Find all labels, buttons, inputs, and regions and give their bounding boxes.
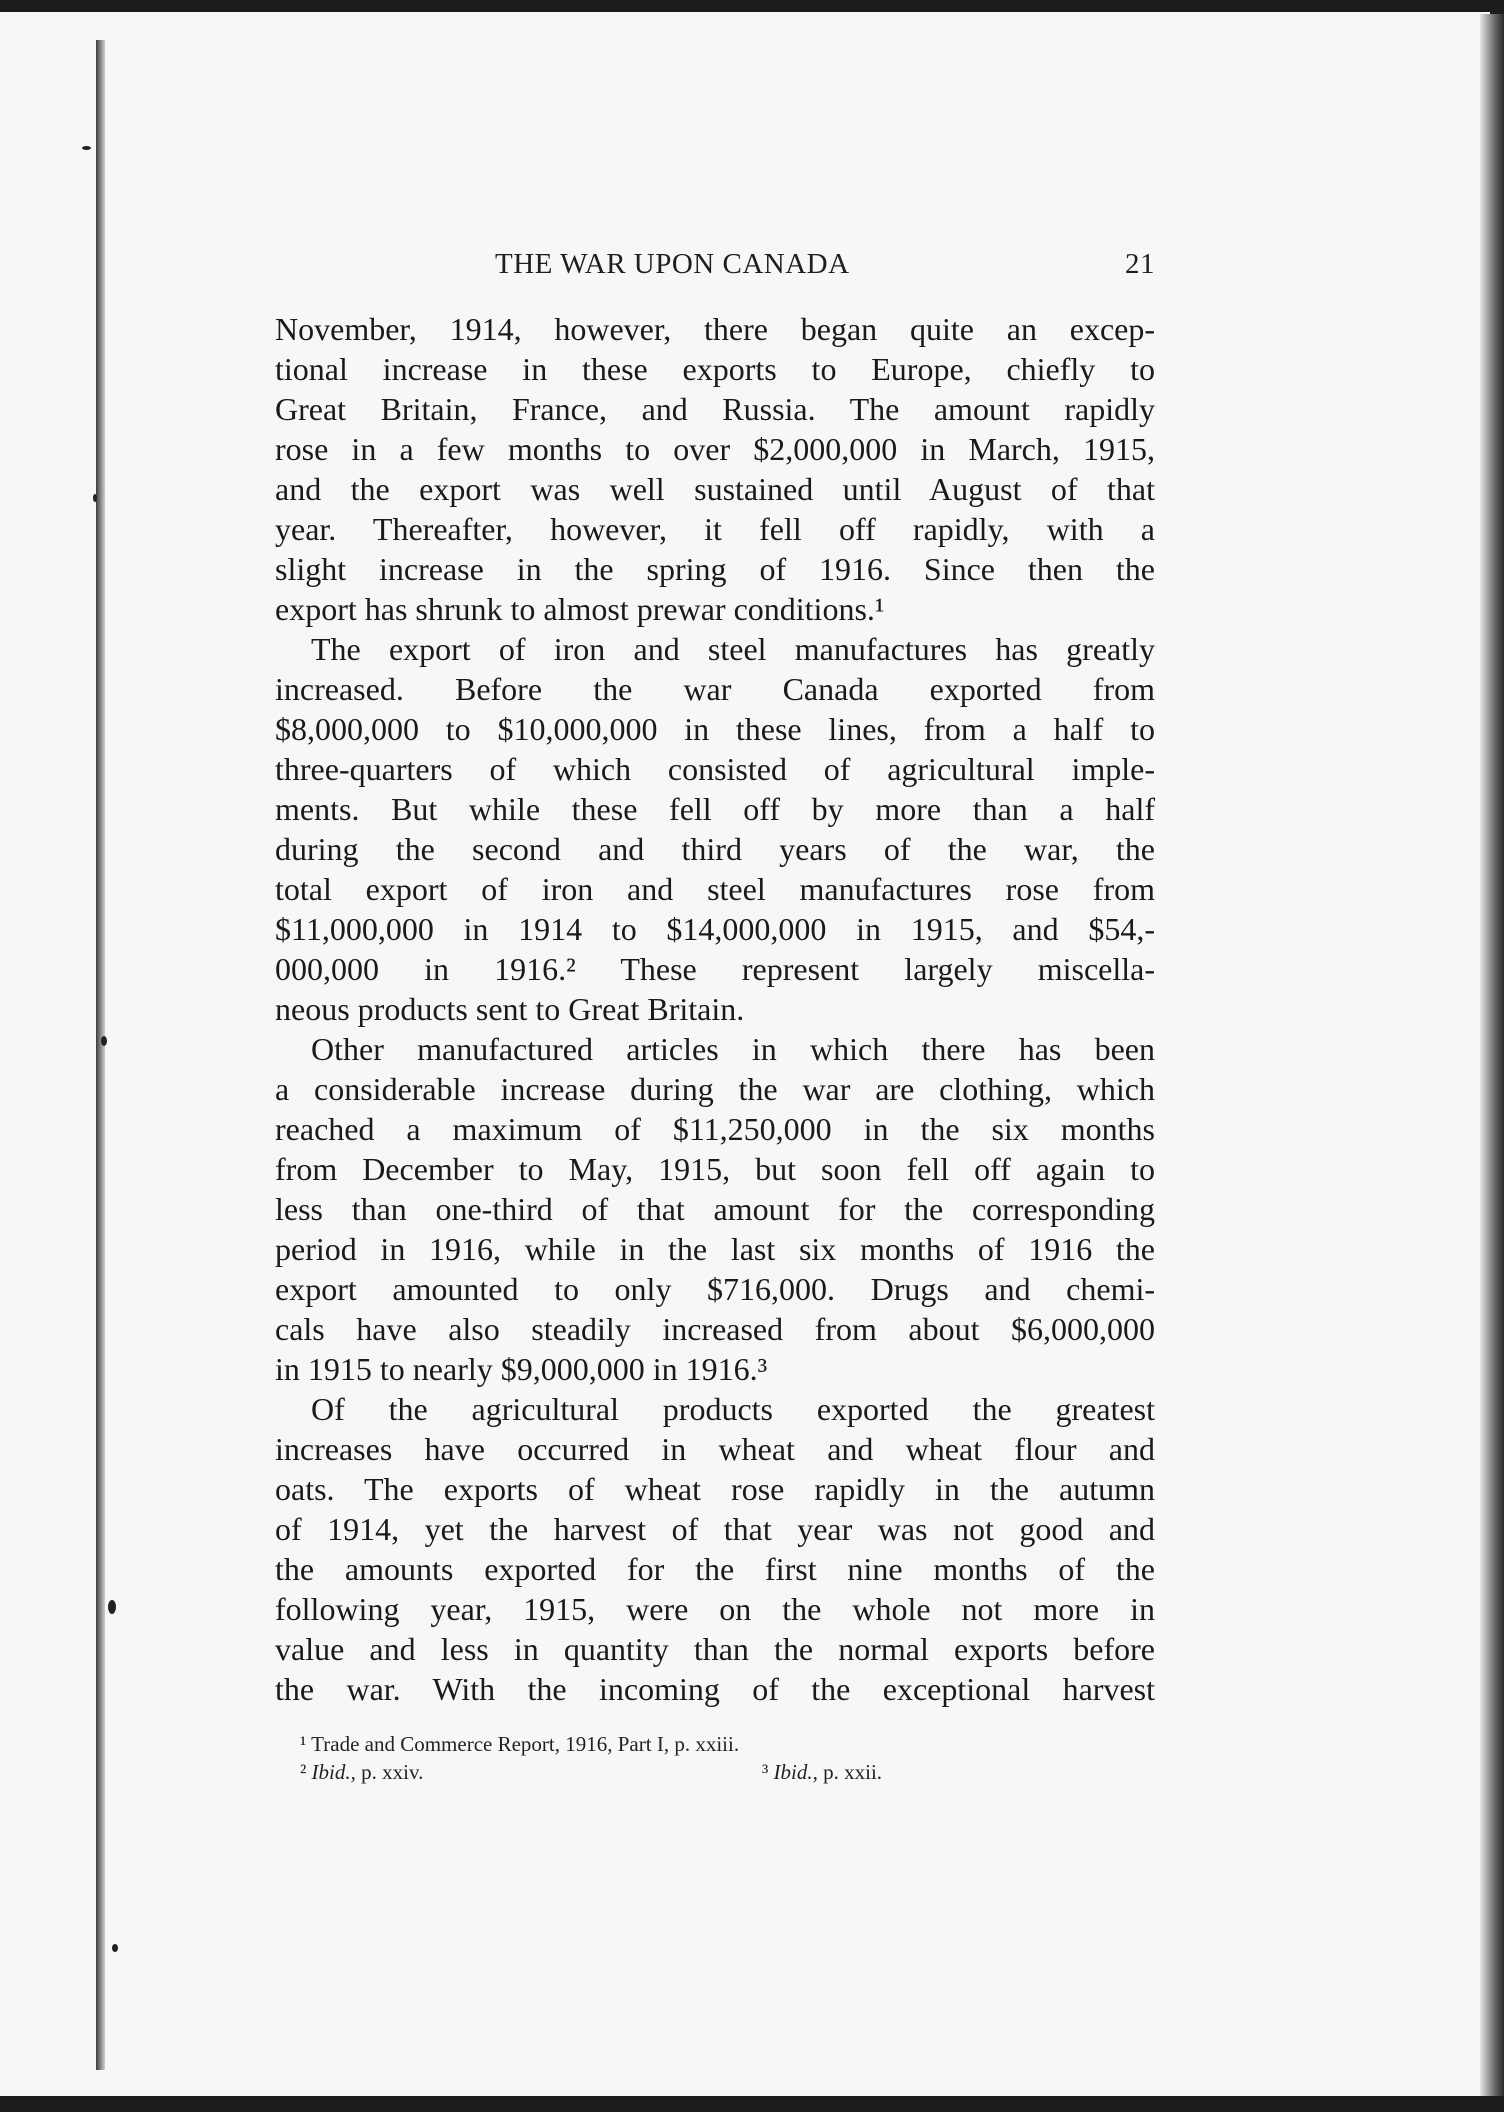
page-edge-shadow: [1480, 14, 1504, 2104]
text-line: year. Thereafter, however, it fell off rapidly, with a: [275, 511, 1155, 547]
text-line: value and less in quantity than the normal exports before: [275, 1631, 1155, 1667]
text-line: and the export was well sustained until August of that: [275, 471, 1155, 507]
page-header: [275, 248, 1155, 288]
footnote-3: [762, 1758, 882, 1786]
text-line: neous products sent to Great Britain.: [275, 991, 745, 1027]
text-line: of 1914, yet the harvest of that year was not good and: [275, 1511, 1155, 1547]
text-line: Great Britain, France, and Russia. The amount rapidly: [275, 391, 1155, 427]
text-line: ments. But while these fell off by more than a half: [275, 791, 1155, 827]
text-line: less than one-third of that amount for the corresponding: [275, 1191, 1155, 1227]
text-line: export has shrunk to almost prewar conditions.¹: [275, 591, 885, 627]
text-line: rose in a few months to over $2,000,000 in March, 1915,: [275, 431, 1155, 467]
book-spine-shadow: [96, 40, 105, 2070]
text-line: period in 1916, while in the last six months of 1916 the: [275, 1231, 1155, 1267]
text-line: November, 1914, however, there began quite an excep-: [275, 311, 1155, 347]
footnote-1: [300, 1730, 960, 1758]
text-line: The export of iron and steel manufactures has greatly: [311, 631, 1155, 667]
text-line: $8,000,000 to $10,000,000 in these lines, from a half to: [275, 711, 1155, 747]
text-line: $11,000,000 in 1914 to $14,000,000 in 1915, and $54,-: [275, 911, 1155, 947]
running-head: THE WAR UPON CANADA: [495, 248, 850, 280]
scan-border-bottom: [0, 2096, 1504, 2112]
text-line: following year, 1915, were on the whole not more in: [275, 1591, 1155, 1627]
text-line: a considerable increase during the war are clothing, which: [275, 1071, 1155, 1107]
text-line: Other manufactured articles in which there has been: [311, 1031, 1155, 1067]
text-line: three-quarters of which consisted of agricultural imple-: [275, 751, 1155, 787]
footnote-text: p. xxiv.: [361, 1760, 424, 1784]
text-line: Of the agricultural products exported the greatest: [311, 1391, 1155, 1427]
text-line: cals have also steadily increased from about $6,000,000: [275, 1311, 1155, 1347]
spine-speck: [93, 494, 97, 502]
footnotes: [300, 1730, 960, 1786]
spine-speck: [112, 1944, 118, 1952]
text-line: in 1915 to nearly $9,000,000 in 1916.³: [275, 1351, 768, 1387]
text-line: oats. The exports of wheat rose rapidly in the autumn: [275, 1471, 1155, 1507]
footnote-marker: ²: [300, 1760, 307, 1784]
text-line: total export of iron and steel manufactures rose from: [275, 871, 1155, 907]
text-line: during the second and third years of the war, the: [275, 831, 1155, 867]
footnote-text: Trade and Commerce Report, 1916, Part I, p. xxiii.: [311, 1732, 740, 1756]
spine-speck: [82, 146, 91, 150]
footnote-2-3: [300, 1758, 960, 1786]
footnote-marker: ³: [762, 1760, 769, 1784]
text-line: tional increase in these exports to Europe, chiefly to: [275, 351, 1155, 387]
footnote-marker: ¹: [300, 1732, 307, 1756]
text-line: increased. Before the war Canada exported from: [275, 671, 1155, 707]
footnote-text: p. xxii.: [823, 1760, 883, 1784]
spine-speck: [108, 1600, 116, 1614]
text-line: export amounted to only $716,000. Drugs and chemi-: [275, 1271, 1155, 1307]
spine-speck: [101, 1036, 107, 1046]
footnote-ibid: Ibid.,: [311, 1760, 356, 1784]
text-line: increases have occurred in wheat and wheat flour and: [275, 1431, 1155, 1467]
text-line: the amounts exported for the first nine months of the: [275, 1551, 1155, 1587]
page-number: 21: [1125, 248, 1155, 280]
text-line: slight increase in the spring of 1916. Since then the: [275, 551, 1155, 587]
text-line: the war. With the incoming of the exceptional harvest: [275, 1671, 1155, 1707]
text-line: 000,000 in 1916.² These represent largely miscella-: [275, 951, 1155, 987]
body-text: [275, 309, 1155, 1709]
text-line: reached a maximum of $11,250,000 in the six months: [275, 1111, 1155, 1147]
text-line: from December to May, 1915, but soon fell off again to: [275, 1151, 1155, 1187]
footnote-ibid: Ibid.,: [773, 1760, 818, 1784]
